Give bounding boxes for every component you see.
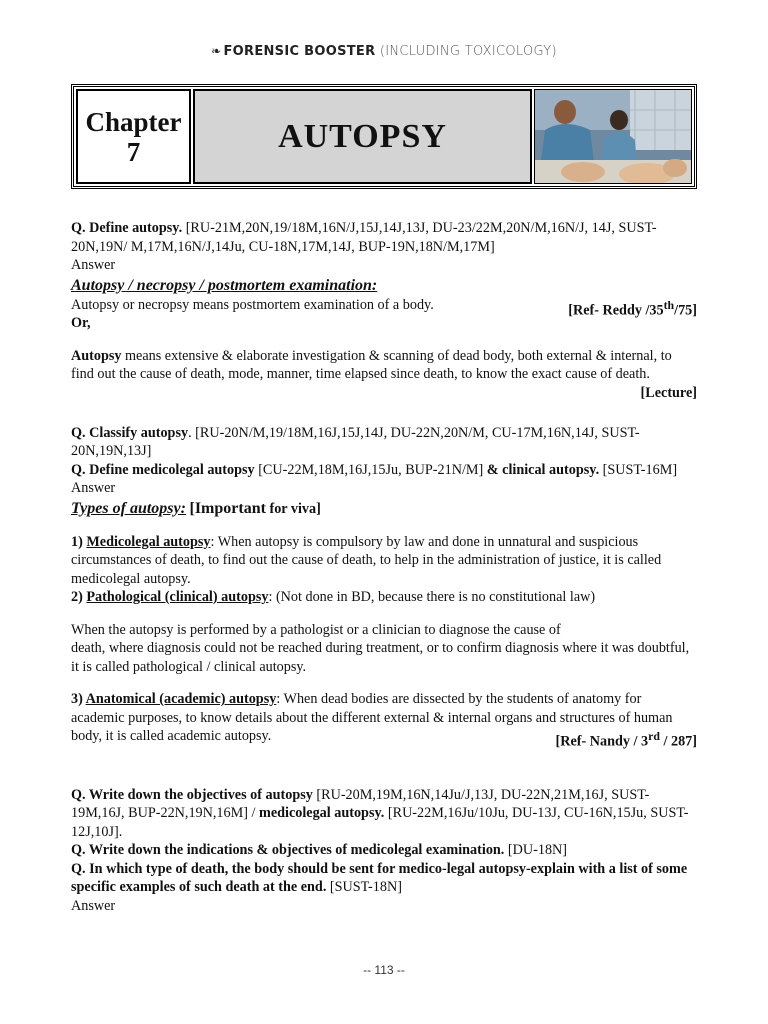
header-title: FORENSIC BOOSTER — [223, 44, 376, 59]
chapter-title: AUTOPSY — [193, 89, 532, 184]
question-define-autopsy: Q. Define autopsy. [RU-21M,20N,19/18M,16N/J,15J,14J,13J, DU-23/22M,20N/M,16N/J, 14J, SUST-20N,19N/ M,17M,16N/J,14Ju, CU-18N,17M,14J, BUP-19N,18N/M,17M] — [71, 220, 657, 255]
chapter-box — [76, 89, 191, 184]
reference-nandy: [Ref- Nandy / 3rd / 287] — [555, 729, 697, 750]
type-anatomical: 3) Anatomical (academic) autopsy: When dead bodies are dissected by the students of anatomy for academic purposes, to know details about the different external & internal organs and structures of human body, it is called academic autopsy. [Ref- Nandy / 3rd / 287] — [71, 691, 697, 750]
answer-label: Answer — [71, 257, 116, 273]
pathological-paragraph: When the autopsy is performed by a pathologist or a clinician to diagnose the cause of death, where diagnosis could not be reached during treatment, or to confirm diagnosis where it was doubtful, it is called pathological / clinical autopsy. — [71, 621, 690, 675]
definition-paragraph: Autopsy means extensive & elaborate investigation & scanning of dead body, both external & internal, to find out the cause of death, mode, manner, time elapsed since death, to know the exact cause of death. [Lecture] — [71, 347, 697, 401]
page-body — [71, 219, 697, 915]
section-heading-types: Types of autopsy: [Important for viva] — [71, 499, 321, 517]
chapter-word: Chapter — [85, 106, 182, 137]
answer-label: Answer — [71, 480, 116, 496]
autopsy-photo-icon — [535, 90, 691, 184]
definition-line: Autopsy or necropsy means postmortem examination of a body. [Ref- Reddy /35th/75] — [71, 296, 697, 319]
ornament-icon: ❧ — [211, 44, 222, 58]
reference-reddy: [Ref- Reddy /35th/75] — [568, 297, 697, 319]
chapter-banner — [71, 84, 697, 189]
or-label: Or, — [71, 315, 91, 331]
running-header — [0, 44, 768, 59]
autopsy-photo — [534, 89, 692, 184]
question-classify: Q. Classify autopsy. [RU-20N/M,19/18M,16J,15J,14J, DU-22N,20N/M, CU-17M,16N,14J, SUST-20N,19N,13J] — [71, 424, 640, 459]
section-heading-autopsy: Autopsy / necropsy / postmortem examination: — [71, 276, 378, 294]
type-medicolegal: 1) Medicolegal autopsy: When autopsy is compulsory by law and done in unnatural and suspicious circumstances of death, to find out the cause of death, to help in the administration of justice, it is called medicolegal autopsy. — [71, 533, 662, 587]
type-pathological: 2) Pathological (clinical) autopsy: (Not done in BD, because there is no constitutional law) — [71, 589, 596, 605]
reference-lecture: [Lecture] — [640, 384, 697, 401]
question-objectives: Q. Write down the objectives of autopsy [RU-20M,19M,16N,14Ju/J,13J, DU-22N,21M,16J, SUST-19M,16J, BUP-22N,19N,16M] / medicolegal autopsy. [RU-22M,16Ju/10Ju, DU-13J, CU-16N,15Ju, SUST-12J,10J]. — [71, 786, 689, 840]
chapter-number: 7 — [126, 136, 141, 167]
answer-label: Answer — [71, 897, 116, 914]
question-type-of-death: Q. In which type of death, the body should be sent for medico-legal autopsy-explain with a list of some specific examples of such death at the end. [SUST-18N] — [71, 860, 688, 895]
page-number: -- 113 -- — [363, 963, 405, 977]
question-indications: Q. Write down the indications & objectives of medicolegal examination. [DU-18N] — [71, 842, 568, 858]
header-subtitle: (INCLUDING TOXICOLOGY) — [379, 44, 557, 59]
question-medicolegal: Q. Define medicolegal autopsy [CU-22M,18M,16J,15Ju, BUP-21N/M] & clinical autopsy. [SUST-16M] — [71, 461, 678, 478]
